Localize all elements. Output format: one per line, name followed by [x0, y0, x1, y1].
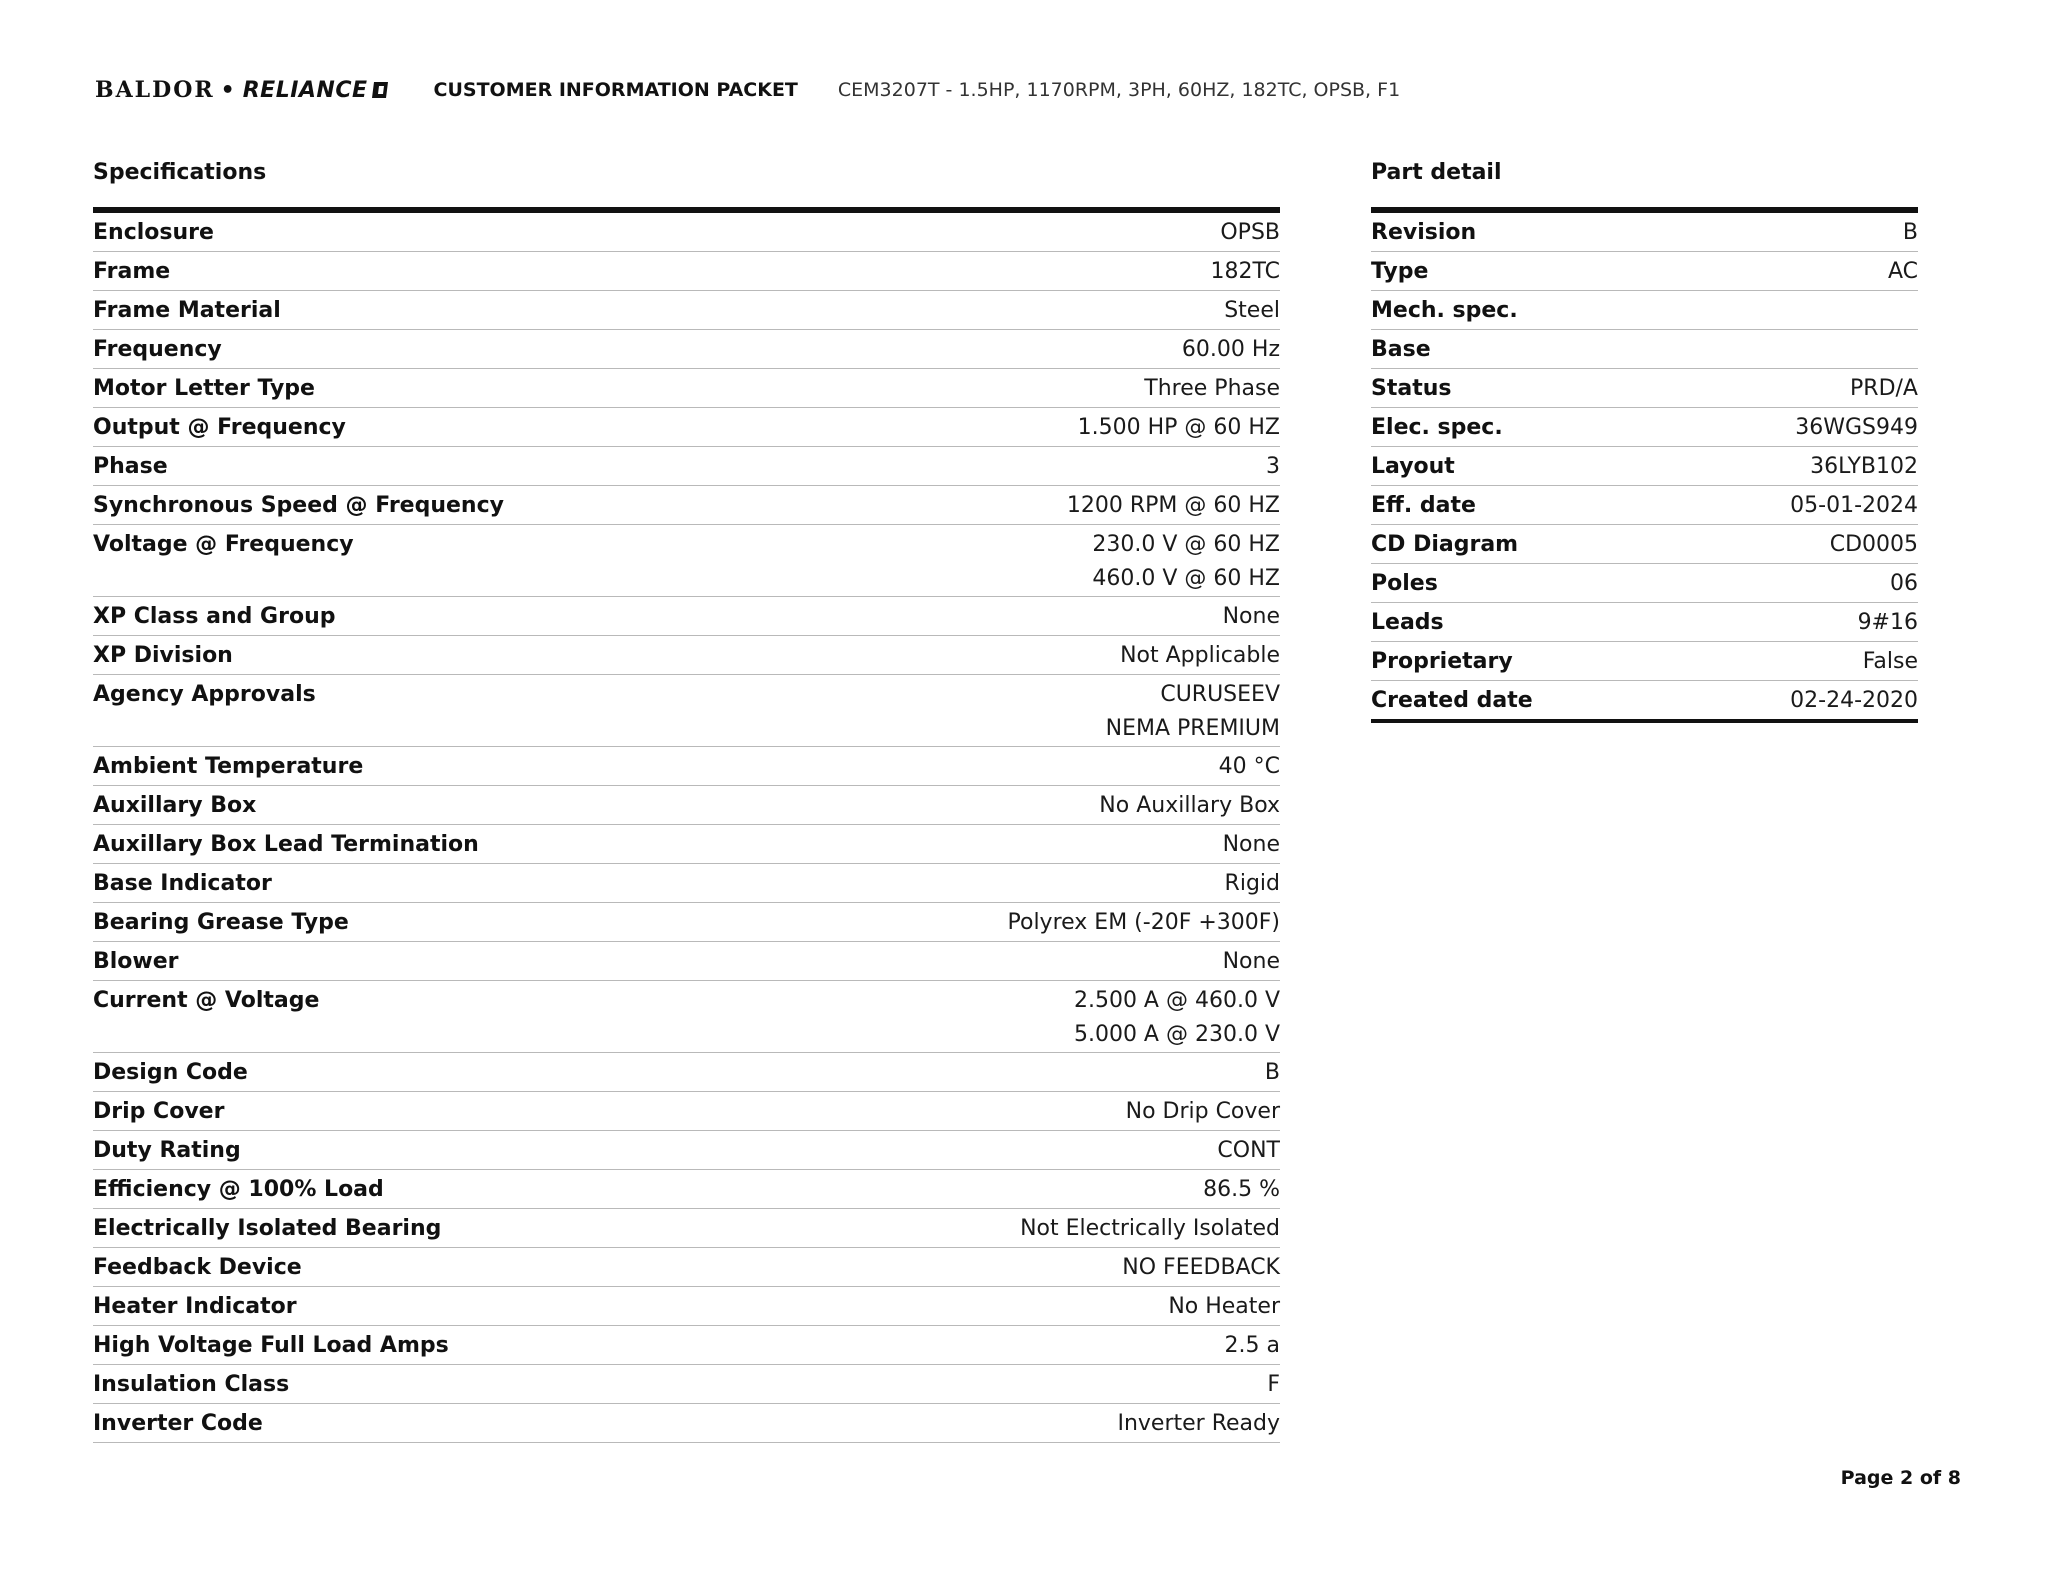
row-values	[1120, 636, 1280, 674]
row-value: B	[1902, 220, 1918, 245]
table-row	[1371, 213, 1918, 252]
table-row	[1371, 603, 1918, 642]
row-label: Motor Letter Type	[93, 376, 315, 401]
row-value: Steel	[1224, 298, 1280, 323]
row-label: Base Indicator	[93, 871, 272, 896]
table-row	[1371, 486, 1918, 525]
row-value: Not Electrically Isolated	[1020, 1216, 1280, 1241]
logo-separator-dot: •	[220, 77, 237, 103]
table-row	[93, 1404, 1280, 1443]
row-values	[1790, 486, 1918, 524]
row-value: NEMA PREMIUM	[1105, 716, 1280, 741]
table-row	[93, 1053, 1280, 1092]
row-value: 230.0 V @ 60 HZ	[1092, 532, 1280, 557]
specifications-section	[93, 150, 1280, 1443]
row-value: 02-24-2020	[1790, 688, 1918, 713]
row-value: 40 °C	[1218, 754, 1280, 779]
row-value: 36LYB102	[1810, 454, 1918, 479]
table-row	[93, 291, 1280, 330]
row-label: Agency Approvals	[93, 682, 316, 707]
row-values	[1890, 564, 1918, 602]
row-value: None	[1222, 604, 1280, 629]
table-row	[93, 864, 1280, 903]
row-values	[1144, 369, 1280, 407]
row-value: None	[1222, 832, 1280, 857]
row-label: Blower	[93, 949, 179, 974]
row-value: 06	[1890, 571, 1918, 596]
table-row	[93, 1248, 1280, 1287]
row-label: Frame	[93, 259, 171, 284]
row-label: Bearing Grease Type	[93, 910, 349, 935]
row-label: High Voltage Full Load Amps	[93, 1333, 449, 1358]
table-row	[93, 369, 1280, 408]
row-label: Leads	[1371, 610, 1444, 635]
row-label: Drip Cover	[93, 1099, 225, 1124]
table-row	[93, 942, 1280, 981]
row-label: Insulation Class	[93, 1372, 290, 1397]
table-row	[93, 636, 1280, 675]
row-label: Synchronous Speed @ Frequency	[93, 493, 504, 518]
row-values	[1217, 1131, 1280, 1169]
row-values	[1078, 408, 1280, 446]
row-label: Eff. date	[1371, 493, 1476, 518]
part-description: CEM3207T - 1.5HP, 1170RPM, 3PH, 60HZ, 182TC, OPSB, F1	[837, 79, 1401, 101]
row-value: OPSB	[1220, 220, 1280, 245]
part-detail-table	[1371, 207, 1918, 723]
row-values	[1020, 1209, 1280, 1247]
row-values	[1117, 1404, 1280, 1442]
row-values	[1265, 1053, 1280, 1091]
row-value: AC	[1887, 259, 1918, 284]
table-row	[1371, 330, 1918, 369]
row-values	[1810, 447, 1918, 485]
row-label: Electrically Isolated Bearing	[93, 1216, 442, 1241]
page-number: Page 2 of 8	[1840, 1467, 1961, 1489]
logo-mark-icon	[371, 81, 389, 99]
row-values	[1863, 642, 1918, 680]
row-values	[1067, 486, 1280, 524]
row-label: Type	[1371, 259, 1429, 284]
table-row	[93, 1365, 1280, 1404]
row-label: Efficiency @ 100% Load	[93, 1177, 384, 1202]
row-label: Enclosure	[93, 220, 214, 245]
row-label: Heater Indicator	[93, 1294, 297, 1319]
row-value: PRD/A	[1850, 376, 1918, 401]
logo-brand-right: RELIANCE	[242, 77, 368, 103]
row-label: Layout	[1371, 454, 1455, 479]
row-value: 60.00 Hz	[1181, 337, 1280, 362]
row-values	[1225, 864, 1280, 902]
table-row	[93, 1170, 1280, 1209]
row-label: Base	[1371, 337, 1431, 362]
row-values	[1126, 1092, 1280, 1130]
row-value: NO FEEDBACK	[1122, 1255, 1280, 1280]
table-row	[93, 597, 1280, 636]
part-detail-section	[1371, 150, 1918, 723]
row-value: CONT	[1217, 1138, 1280, 1163]
row-value: 05-01-2024	[1790, 493, 1918, 518]
row-values	[1203, 1170, 1280, 1208]
table-row	[1371, 525, 1918, 564]
row-values	[1795, 408, 1918, 446]
row-label: Revision	[1371, 220, 1477, 245]
table-row	[93, 525, 1280, 597]
table-row	[93, 486, 1280, 525]
row-values	[1888, 252, 1918, 290]
specifications-title: Specifications	[93, 160, 267, 185]
row-value: None	[1222, 949, 1280, 974]
table-row	[93, 903, 1280, 942]
row-value: No Drip Cover	[1125, 1099, 1280, 1124]
row-values	[1858, 603, 1918, 641]
row-label: Elec. spec.	[1371, 415, 1503, 440]
row-value: 1.500 HP @ 60 HZ	[1077, 415, 1280, 440]
table-row	[1371, 447, 1918, 486]
table-row	[93, 1092, 1280, 1131]
table-row	[93, 1209, 1280, 1248]
row-values	[1210, 252, 1280, 290]
table-row	[93, 1131, 1280, 1170]
row-values	[1092, 525, 1280, 596]
row-value: 3	[1266, 454, 1280, 479]
row-label: Proprietary	[1371, 649, 1513, 674]
table-row	[1371, 369, 1918, 408]
row-label: XP Division	[93, 643, 233, 668]
table-row	[93, 675, 1280, 747]
row-value: 2.5 a	[1224, 1333, 1280, 1358]
row-values	[1074, 981, 1280, 1052]
row-value: Not Applicable	[1120, 643, 1280, 668]
row-values	[1850, 369, 1918, 407]
row-value: Three Phase	[1144, 376, 1280, 401]
row-value: No Auxillary Box	[1099, 793, 1280, 818]
row-value: 1200 RPM @ 60 HZ	[1066, 493, 1280, 518]
table-row	[93, 786, 1280, 825]
row-value: Rigid	[1224, 871, 1280, 896]
row-value: Polyrex EM (-20F +300F)	[1007, 910, 1280, 935]
row-label: Auxillary Box Lead Termination	[93, 832, 479, 857]
part-detail-title: Part detail	[1371, 160, 1502, 185]
row-label: Auxillary Box	[93, 793, 257, 818]
row-value: CURUSEEV	[1160, 682, 1280, 707]
row-label: Frequency	[93, 337, 222, 362]
row-values	[1219, 747, 1280, 785]
row-label: Output @ Frequency	[93, 415, 346, 440]
row-value: 5.000 A @ 230.0 V	[1073, 1022, 1280, 1047]
row-values	[1225, 1326, 1280, 1364]
table-row	[1371, 252, 1918, 291]
row-values	[1830, 525, 1918, 563]
row-value: CD0005	[1829, 532, 1918, 557]
row-label: Mech. spec.	[1371, 298, 1518, 323]
row-values	[1099, 786, 1280, 824]
row-value: B	[1264, 1060, 1280, 1085]
row-label: Poles	[1371, 571, 1438, 596]
row-label: Frame Material	[93, 298, 281, 323]
table-row	[93, 747, 1280, 786]
row-value: False	[1862, 649, 1918, 674]
row-label: Created date	[1371, 688, 1533, 713]
row-values	[1267, 1365, 1280, 1403]
row-value: 2.500 A @ 460.0 V	[1073, 988, 1280, 1013]
row-values	[1903, 213, 1918, 251]
page-header	[95, 70, 1400, 110]
row-values	[1223, 825, 1280, 863]
packet-title: CUSTOMER INFORMATION PACKET	[433, 79, 798, 101]
row-label: Status	[1371, 376, 1452, 401]
row-label: Inverter Code	[93, 1411, 263, 1436]
table-row	[93, 252, 1280, 291]
row-value: 182TC	[1210, 259, 1280, 284]
row-values	[1790, 681, 1918, 719]
table-row	[1371, 291, 1918, 330]
table-row	[1371, 681, 1918, 719]
table-row	[93, 825, 1280, 864]
row-values	[1182, 330, 1280, 368]
row-label: Feedback Device	[93, 1255, 302, 1280]
row-value: 86.5 %	[1203, 1177, 1280, 1202]
table-row	[93, 408, 1280, 447]
row-value: 460.0 V @ 60 HZ	[1092, 566, 1280, 591]
table-row	[93, 330, 1280, 369]
row-value: 36WGS949	[1795, 415, 1918, 440]
table-row	[93, 1287, 1280, 1326]
baldor-reliance-logo	[95, 77, 389, 103]
row-label: Phase	[93, 454, 168, 479]
row-label: Ambient Temperature	[93, 754, 364, 779]
row-values	[1168, 1287, 1280, 1325]
row-value: No Heater	[1168, 1294, 1280, 1319]
row-label: Duty Rating	[93, 1138, 241, 1163]
table-row	[1371, 642, 1918, 681]
row-label: XP Class and Group	[93, 604, 336, 629]
specifications-table	[93, 207, 1280, 1443]
row-values	[1122, 1248, 1280, 1286]
table-row	[93, 447, 1280, 486]
row-value: F	[1267, 1372, 1280, 1397]
logo-brand-left: BALDOR	[95, 77, 215, 103]
row-values	[1266, 447, 1280, 485]
table-row	[1371, 408, 1918, 447]
row-label: Design Code	[93, 1060, 248, 1085]
table-row	[93, 981, 1280, 1053]
table-row	[93, 1326, 1280, 1365]
table-row	[93, 213, 1280, 252]
row-value: 9#16	[1857, 610, 1918, 635]
row-value: Inverter Ready	[1117, 1411, 1280, 1436]
row-label: CD Diagram	[1371, 532, 1519, 557]
row-values	[1106, 675, 1280, 746]
row-label: Voltage @ Frequency	[93, 532, 354, 557]
row-label: Current @ Voltage	[93, 988, 320, 1013]
table-row	[1371, 564, 1918, 603]
row-values	[1223, 942, 1280, 980]
row-values	[1220, 213, 1280, 251]
row-values	[1008, 903, 1281, 941]
row-values	[1224, 291, 1280, 329]
row-values	[1223, 597, 1280, 635]
